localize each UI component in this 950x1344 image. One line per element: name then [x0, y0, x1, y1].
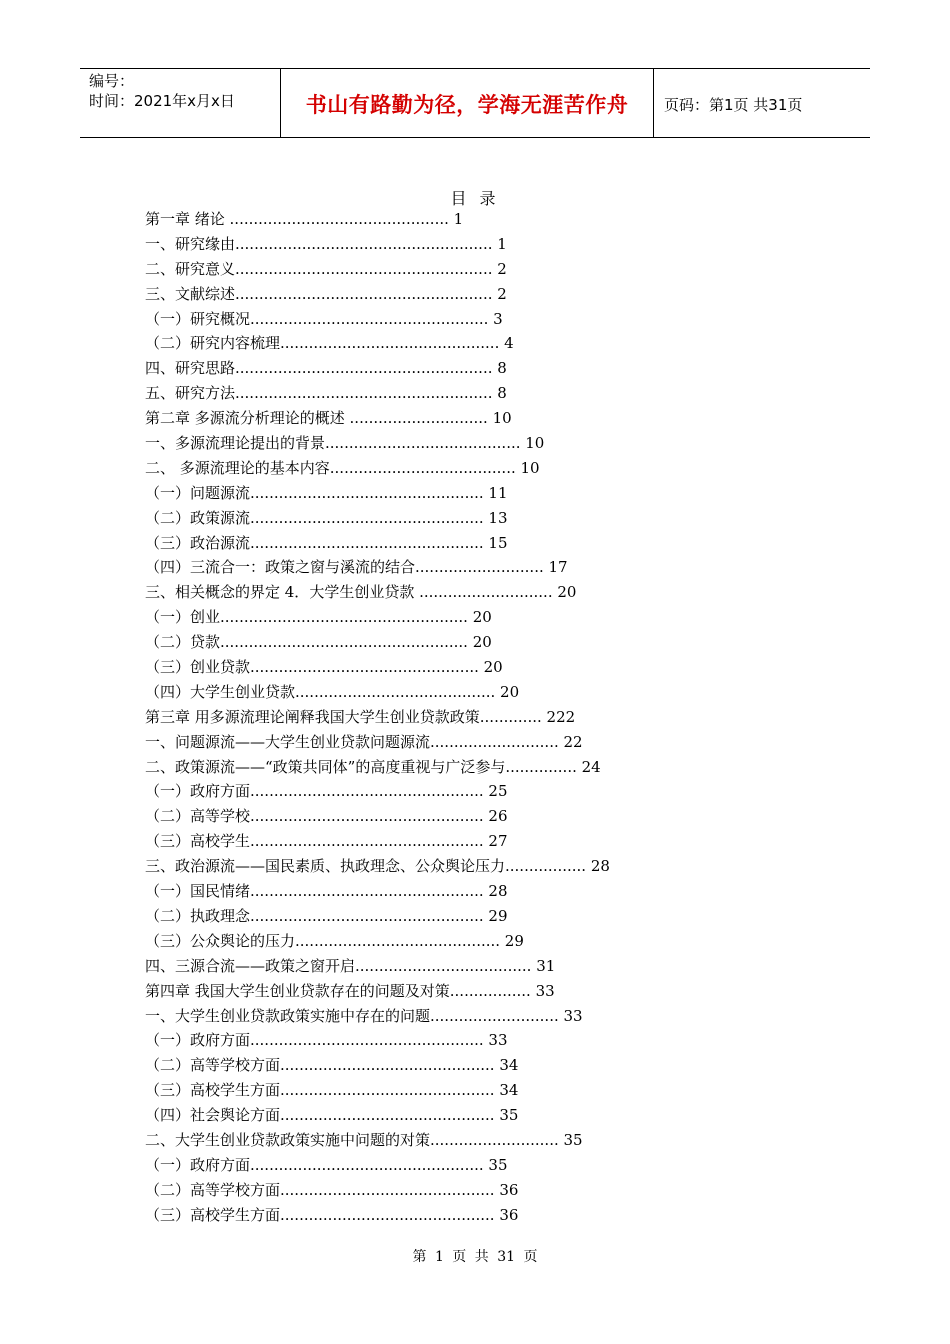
toc-entry[interactable]: （一）国民情绪................................................. 28 — [145, 882, 508, 901]
toc-entry[interactable]: （三）高校学生................................................. 27 — [145, 832, 508, 851]
header-meta — [80, 69, 281, 137]
toc-entry[interactable]: （二）政策源流................................................. 13 — [145, 508, 508, 527]
toc-entry[interactable]: 第二章 多源流分析理论的概述 ............................. 10 — [145, 409, 512, 428]
toc-entry[interactable]: 第四章 我国大学生创业贷款存在的问题及对策................. 33 — [145, 981, 555, 1000]
toc-entry[interactable]: 一、研究缘由...................................................... 1 — [145, 234, 507, 253]
toc-entry[interactable]: （三）创业贷款................................................ 20 — [145, 658, 503, 677]
header-number-label: 编号： — [89, 72, 135, 90]
toc-entry[interactable]: 第三章 用多源流理论阐释我国大学生创业贷款政策............. 222 — [145, 707, 576, 726]
toc-entry[interactable]: 二、政策源流——“政策共同体”的高度重视与广泛参与............... 24 — [145, 757, 601, 776]
toc-entry[interactable]: 一、问题源流——大学生创业贷款问题源流........................... 22 — [145, 732, 583, 751]
toc-entry[interactable]: （二）贷款.................................................... 20 — [145, 633, 492, 652]
toc-entry[interactable]: （一）问题源流................................................. 11 — [145, 483, 508, 502]
toc-entry[interactable]: （一）政府方面................................................. 35 — [145, 1155, 508, 1174]
toc-entry[interactable]: （四）社会舆论方面............................................. 35 — [145, 1106, 519, 1125]
toc-entry[interactable]: 三、政治源流——国民素质、执政理念、公众舆论压力................. 28 — [145, 857, 610, 876]
toc-entry[interactable]: （二）高等学校................................................. 26 — [145, 807, 508, 826]
header-page-label: 页码：第1页 共31页 — [664, 95, 803, 114]
toc-entry[interactable]: 五、研究方法...................................................... 8 — [145, 384, 507, 403]
toc-entry[interactable]: （一）研究概况.................................................. 3 — [145, 309, 503, 328]
toc-entry[interactable]: （二）执政理念................................................. 29 — [145, 906, 508, 925]
toc-entry[interactable]: 三、相关概念的界定 4．大学生创业贷款 ............................ 20 — [145, 583, 577, 602]
toc-entry[interactable]: 第一章 绪论 .............................................. 1 — [145, 210, 464, 228]
toc-entry[interactable]: （一）政府方面................................................. 25 — [145, 782, 508, 801]
toc-entry[interactable]: （二）研究内容梳理.............................................. 4 — [145, 334, 514, 353]
toc-entry[interactable]: （一）政府方面................................................. 33 — [145, 1031, 508, 1050]
toc-entry[interactable]: 二、研究意义...................................................... 2 — [145, 259, 507, 278]
toc-entry[interactable]: （三）公众舆论的压力........................................... 29 — [145, 931, 524, 950]
toc-entry[interactable]: （二）高等学校方面............................................. 34 — [145, 1056, 519, 1075]
toc-entry[interactable]: 一、多源流理论提出的背景......................................... 10 — [145, 434, 545, 453]
header-motto-cell — [281, 69, 654, 137]
toc-entry[interactable]: （二）高等学校方面............................................. 36 — [145, 1180, 519, 1199]
toc-entry[interactable]: 四、研究思路...................................................... 8 — [145, 359, 507, 378]
header-page-cell — [654, 69, 870, 137]
toc-entry[interactable]: 一、大学生创业贷款政策实施中存在的问题........................... 33 — [145, 1006, 583, 1025]
toc-entry[interactable]: （四）大学生创业贷款.......................................... 20 — [145, 682, 520, 701]
toc-entry[interactable]: （一）创业.................................................... 20 — [145, 608, 492, 627]
toc-entry[interactable]: 二、大学生创业贷款政策实施中问题的对策........................... 35 — [145, 1130, 583, 1149]
toc-entry[interactable]: 二、 多源流理论的基本内容....................................... 10 — [145, 458, 540, 477]
toc-entry[interactable]: 四、三源合流——政策之窗开启..................................... 31 — [145, 956, 556, 975]
toc-entry[interactable]: （三）高校学生方面............................................. 34 — [145, 1081, 519, 1100]
toc-entry[interactable]: （三）政治源流................................................. 15 — [145, 533, 508, 552]
table-of-contents — [145, 207, 825, 1228]
toc-entry[interactable]: （四）三流合一：政策之窗与溪流的结合........................... 17 — [145, 558, 568, 577]
toc-title: 目 录 — [450, 189, 500, 208]
page-footer: 第 1 页 共 31 页 — [412, 1249, 538, 1265]
header-time-label: 时间：2021年x月x日 — [89, 92, 235, 110]
header-motto: 书山有路勤为径，学海无涯苦作舟 — [305, 93, 629, 117]
document-header — [80, 68, 870, 138]
toc-entry[interactable]: 三、文献综述...................................................... 2 — [145, 284, 507, 303]
toc-entry[interactable]: （三）高校学生方面............................................. 36 — [145, 1205, 519, 1224]
